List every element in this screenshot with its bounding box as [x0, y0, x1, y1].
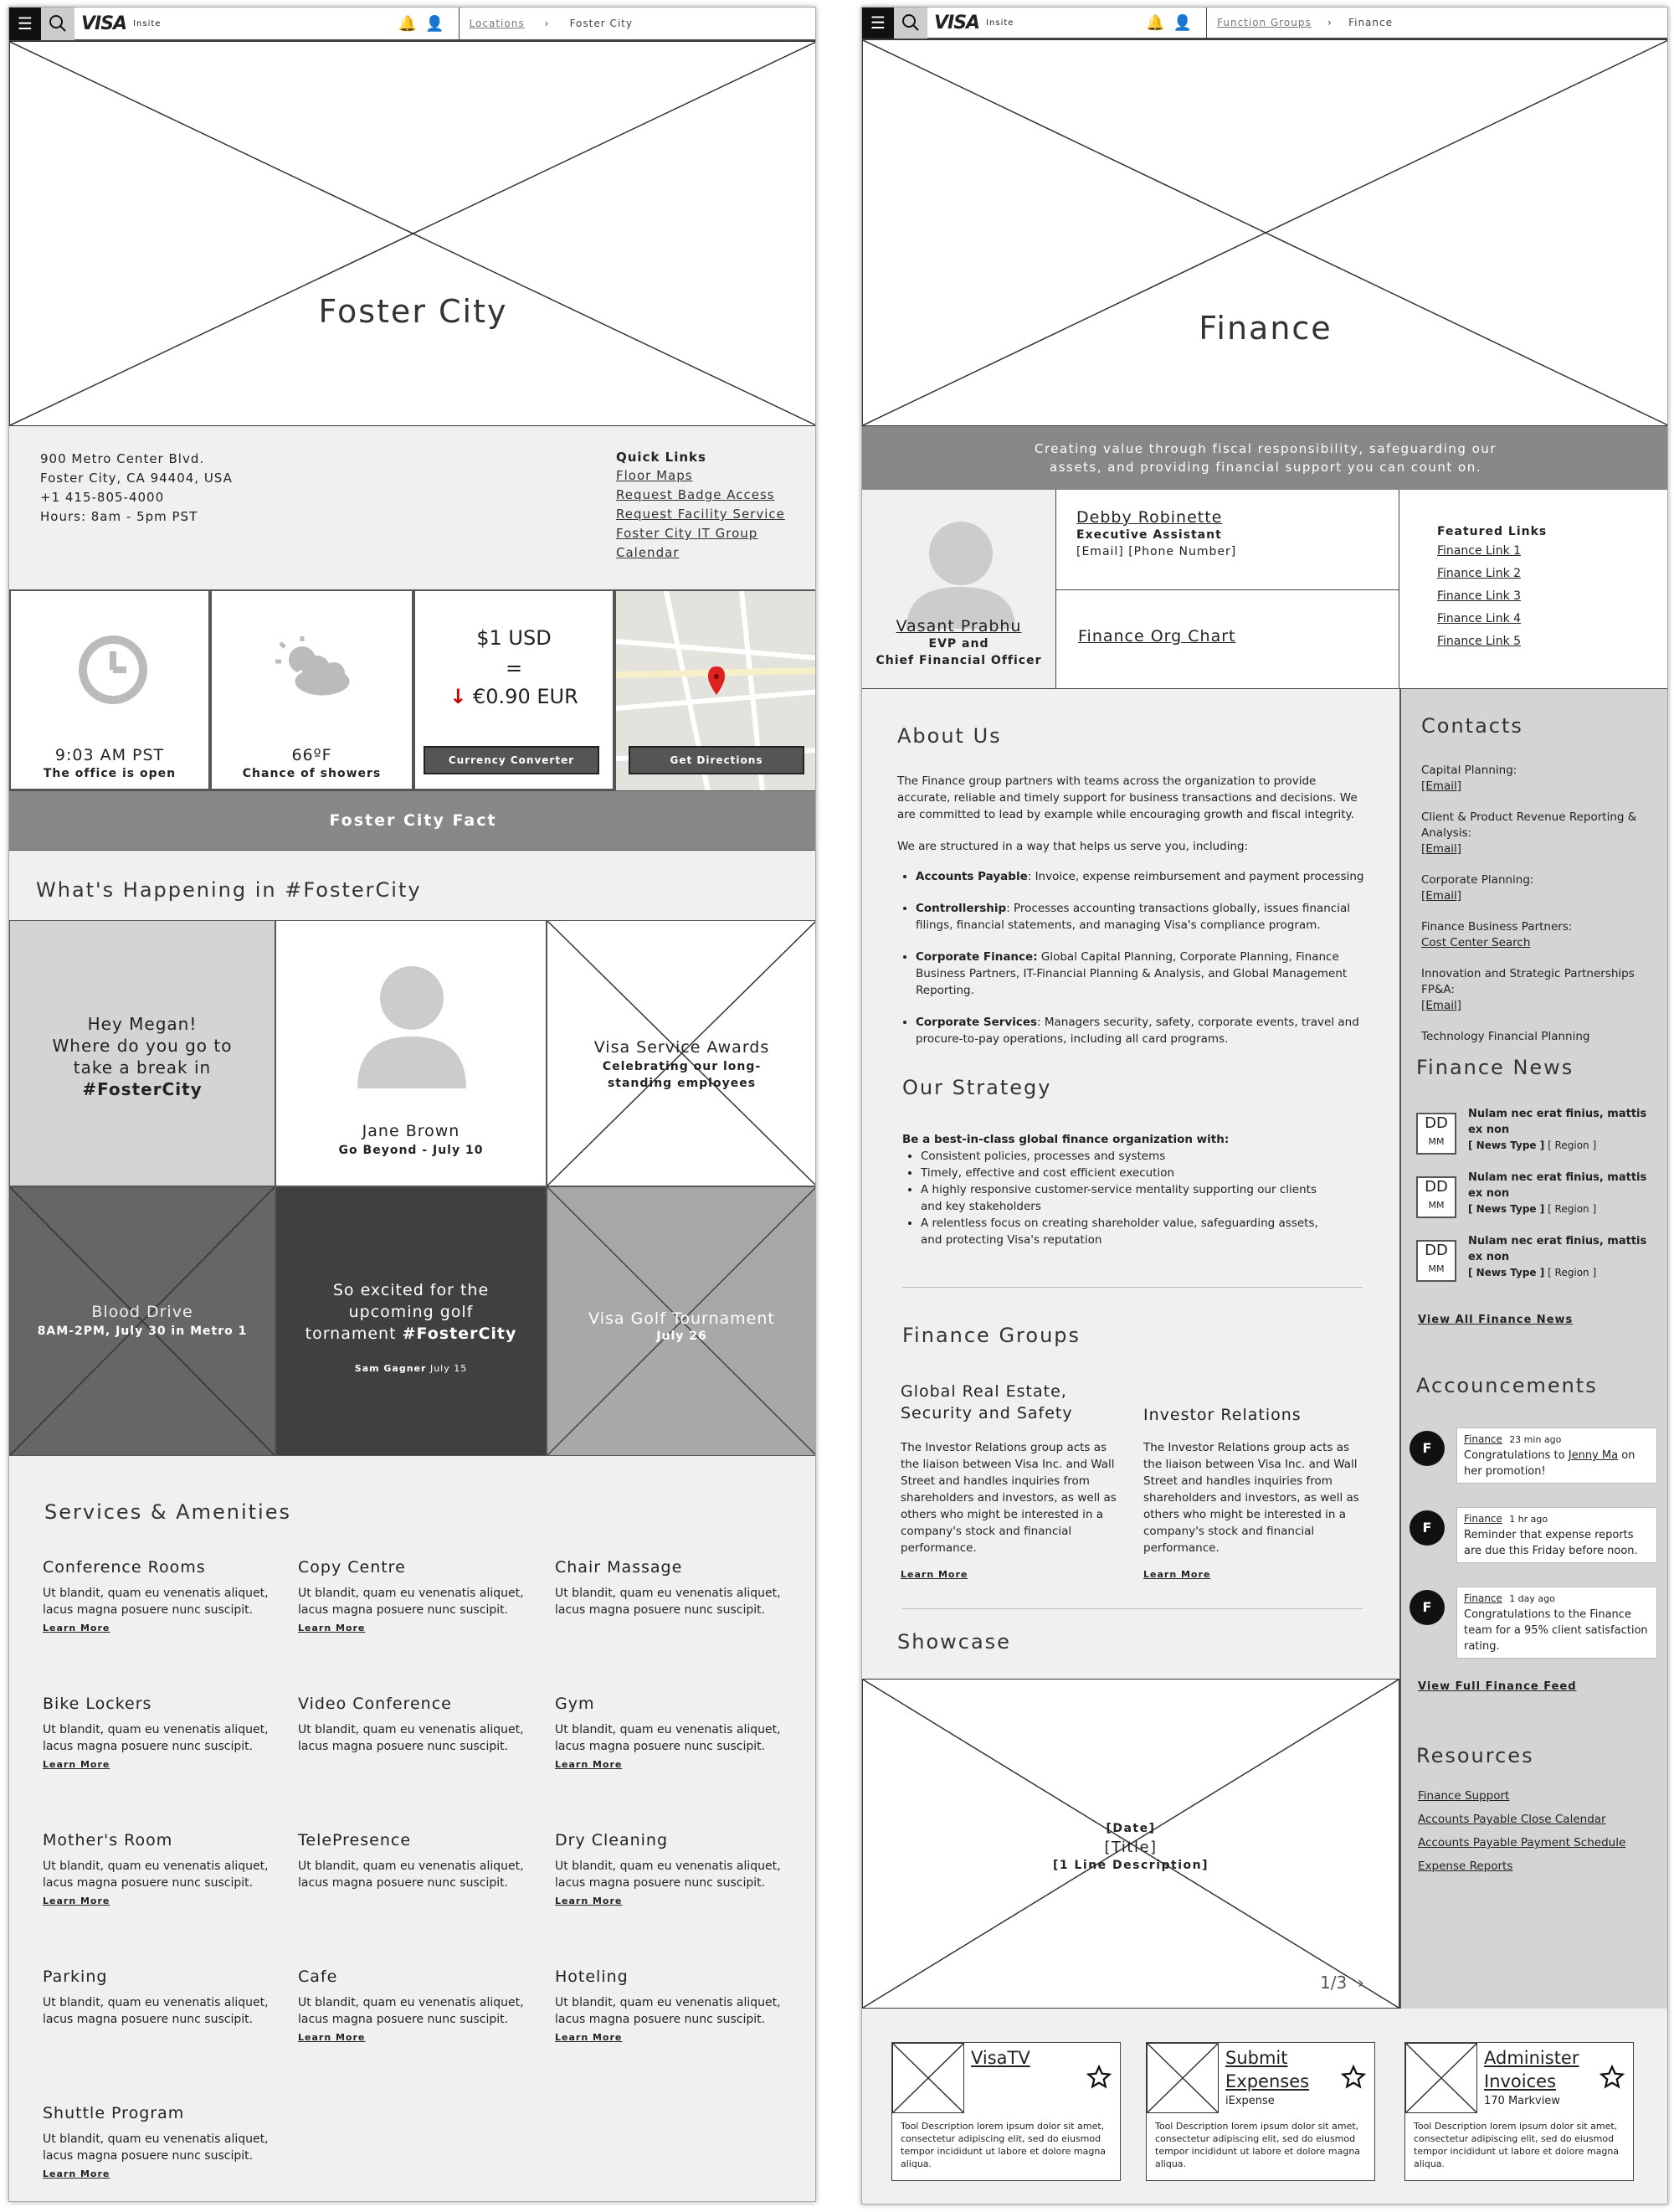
strategy-item: • Timely, effective and cost efficient execution [921, 1165, 1338, 1181]
weather-forecast: Chance of showers [242, 767, 382, 780]
breadcrumb-separator: › [544, 18, 550, 29]
blood-drive-tile[interactable] [9, 1186, 275, 1456]
tool-thumbnail [1405, 2043, 1477, 2113]
weather-tile [210, 589, 413, 790]
org-chart-card[interactable] [1056, 590, 1399, 689]
about-bullet: • Corporate Services: Managers security, safety, corporate events, travel and procure-to-pay operations, including all card programs. [916, 1014, 1366, 1047]
service-name: Video Conference [298, 1695, 452, 1713]
news-region: [ Region ] [1548, 1139, 1597, 1151]
contact-link[interactable]: Cost Center Search [1421, 936, 1531, 949]
service-description: Ut blandit, quam eu venenatis aliquet, lacus magna posuere nunc suscipit. [43, 1860, 269, 1890]
group-name: Global Real Estate, Security and Safety [901, 1382, 1073, 1422]
service-name: Shuttle Program [43, 2104, 185, 2122]
contact-link[interactable]: [Email] [1421, 889, 1461, 903]
featured-link[interactable]: Finance Link 5 [1437, 635, 1522, 648]
hero-title: Finance [1199, 310, 1333, 347]
menu-icon[interactable]: ☰ [9, 7, 41, 40]
learn-more-link[interactable]: Learn More [43, 1623, 110, 1633]
breadcrumb [1217, 17, 1393, 28]
tool-card[interactable] [1404, 2042, 1634, 2181]
assistant-contact: [Email] [Phone Number] [1076, 545, 1237, 558]
featured-links [1399, 490, 1668, 689]
news-type: [ News Type ] [1468, 1203, 1545, 1215]
breadcrumb-function-groups[interactable]: Function Groups [1217, 17, 1312, 28]
service-name: Gym [555, 1695, 595, 1713]
hero-title: Foster City [318, 293, 508, 330]
quick-link-badge-access[interactable]: Request Badge Access [616, 487, 775, 502]
announcement-card [1456, 1428, 1657, 1484]
learn-more-link[interactable]: Learn More [43, 1759, 110, 1770]
hashtag: #FosterCity [82, 1079, 203, 1099]
leader-title: EVP and [928, 637, 989, 651]
featured-link[interactable]: Finance Link 2 [1437, 567, 1522, 580]
featured-links-title: Featured Links [1437, 525, 1548, 538]
resources-list [1418, 1784, 1625, 1878]
showcase-description: [1 Line Description] [1052, 1859, 1209, 1872]
service-description: Ut blandit, quam eu venenatis aliquet, lacus magna posuere nunc suscipit. [43, 1723, 269, 1753]
group-description: The Investor Relations group acts as the liaison between Visa Inc. and Wall Street and handles inquiries from shareholders and investors, as well as others who might be interested in a company's stock and financial performance. [901, 1441, 1117, 1555]
news-item[interactable] [1416, 1170, 1659, 1228]
announcement-source[interactable]: Finance [1464, 1433, 1502, 1445]
insite-label: Insite [986, 18, 1014, 28]
contact-label: Capital Planning: [1421, 764, 1517, 777]
person-icon [902, 520, 1019, 629]
visa-logo[interactable]: VISA [934, 12, 980, 33]
announcements-title: Accouncements [1416, 1374, 1598, 1397]
contact-link[interactable]: [Email] [1421, 779, 1461, 793]
announcement-source[interactable]: Finance [1464, 1592, 1502, 1604]
service-item [43, 1831, 281, 1907]
breadcrumb-separator: › [1327, 17, 1333, 28]
tool-name[interactable]: Administer Invoices [1484, 2048, 1579, 2091]
service-description: Ut blandit, quam eu venenatis aliquet, lacus magna posuere nunc suscipit. [298, 1723, 524, 1753]
service-item [298, 1558, 537, 1634]
service-description: Ut blandit, quam eu venenatis aliquet, lacus magna posuere nunc suscipit. [555, 1723, 781, 1753]
tool-subtitle: iExpense [1225, 2095, 1275, 2107]
post-author: Sam Gagner [354, 1363, 427, 1374]
breadcrumb-current: Finance [1348, 17, 1393, 28]
resource-link[interactable]: Finance Support [1418, 1789, 1510, 1803]
news-headline[interactable]: Nulam nec erat finius, mattis ex non [1468, 1235, 1647, 1263]
group-name: Investor Relations [1143, 1406, 1302, 1424]
tile-title: Blood Drive [91, 1303, 193, 1321]
notification-icon[interactable]: 🔔 [398, 14, 418, 33]
clock-icon [76, 633, 150, 707]
tool-thumbnail [892, 2043, 964, 2113]
showcase-date: [Date] [1106, 1822, 1156, 1835]
profile-tile[interactable] [275, 920, 547, 1186]
learn-more-link[interactable]: Learn More [901, 1569, 968, 1580]
service-item [555, 1695, 793, 1771]
news-type: [ News Type ] [1468, 1139, 1545, 1151]
currency-to: €0.90 EUR [473, 685, 578, 708]
strategy-item: • A highly responsive customer-service mentality supporting our clients and key stakeholders [921, 1181, 1338, 1215]
service-item [298, 1968, 537, 2044]
contact-label: Corporate Planning: [1421, 873, 1534, 887]
tile-subtitle: 8AM-2PM, July 30 in Metro 1 [37, 1325, 248, 1338]
service-name: Copy Centre [298, 1558, 406, 1577]
contact-label: Client & Product Revenue Reporting & Analysis: [1421, 810, 1637, 840]
tool-card[interactable] [1146, 2042, 1375, 2181]
featured-link[interactable]: Finance Link 3 [1437, 589, 1522, 603]
quick-link-floor-maps[interactable]: Floor Maps [616, 468, 693, 483]
learn-more-link[interactable]: Learn More [1143, 1569, 1211, 1580]
leader-card [862, 490, 1056, 689]
office-status: The office is open [43, 767, 177, 780]
location-address [40, 450, 233, 527]
search-icon[interactable] [41, 7, 74, 40]
tool-name[interactable]: VisaTV [971, 2048, 1030, 2068]
golf-tournament-tile[interactable] [547, 1186, 816, 1456]
service-item [43, 1558, 281, 1634]
post-text: Hey Megan! [87, 1014, 198, 1034]
about-bullet: • Accounts Payable: Invoice, expense reimbursement and payment processing [916, 868, 1366, 885]
groups-title: Finance Groups [902, 1324, 1081, 1347]
quick-links-title: Quick Links [616, 450, 706, 465]
strategy-lead: Be a best-in-class global finance organization with: [902, 1133, 1230, 1146]
breadcrumb-locations[interactable]: Locations [469, 18, 525, 29]
showcase-carousel[interactable] [862, 1679, 1399, 2009]
tool-description: Tool Description lorem ipsum dolor sit amet, consectetur adipiscing elit, sed do eiusmod tempor incididunt ut labore et dolore magna aliqua. [901, 2121, 1107, 2169]
whats-happening-title: What's Happening in #FosterCity [36, 878, 422, 902]
service-description: Ut blandit, quam eu venenatis aliquet, lacus magna posuere nunc suscipit. [298, 1860, 524, 1890]
phone-number: +1 415-805-4000 [40, 490, 165, 505]
about-paragraph: We are structured in a way that helps us serve you, including: [897, 840, 1249, 853]
contact-link[interactable]: [Email] [1421, 999, 1461, 1012]
time-tile [9, 589, 210, 790]
service-item [43, 1695, 281, 1771]
address-line: 900 Metro Center Blvd. [40, 451, 205, 466]
news-type: [ News Type ] [1468, 1267, 1545, 1278]
service-description: Ut blandit, quam eu venenatis aliquet, lacus magna posuere nunc suscipit. [555, 1860, 781, 1890]
announcement-source[interactable]: Finance [1464, 1513, 1502, 1525]
news-region: [ Region ] [1548, 1267, 1597, 1278]
service-item [43, 1968, 281, 2028]
announcement-text: Congratulations to the Finance team for a 95% client satisfaction rating. [1464, 1608, 1648, 1653]
service-item [555, 1968, 793, 2044]
about-body [897, 773, 1366, 1049]
post-date: July 15 [429, 1363, 468, 1374]
resource-link[interactable]: Accounts Payable Close Calendar [1418, 1813, 1606, 1826]
person-icon [353, 963, 470, 1088]
service-description: Ut blandit, quam eu venenatis aliquet, lacus magna posuere nunc suscipit. [555, 1587, 781, 1617]
finance-news-title: Finance News [1416, 1056, 1574, 1079]
resource-link[interactable]: Expense Reports [1418, 1860, 1513, 1873]
insite-label: Insite [133, 18, 162, 28]
hero-image [862, 39, 1668, 426]
service-name: Hoteling [555, 1968, 629, 1986]
service-item [43, 2104, 281, 2180]
post-text: tornament [305, 1325, 397, 1343]
strategy-body [902, 1131, 1338, 1248]
learn-more-link[interactable]: Learn More [298, 2032, 366, 2043]
announcement-time: 1 hr ago [1509, 1514, 1548, 1525]
contact-label: Technology Financial Planning [1421, 1030, 1590, 1043]
service-name: Cafe [298, 1968, 338, 1986]
news-date-badge: DD MM [1416, 1240, 1456, 1282]
top-nav [9, 8, 816, 41]
tool-name[interactable]: Submit Expenses [1225, 2048, 1310, 2091]
service-item [298, 1831, 537, 1891]
news-date-badge: DD MM [1416, 1176, 1456, 1218]
temperature: 66ºF [291, 746, 332, 764]
leader-name[interactable]: Vasant Prabhu [896, 617, 1022, 635]
golf-post-tile[interactable] [275, 1186, 547, 1456]
service-name: Conference Rooms [43, 1558, 206, 1577]
news-region: [ Region ] [1548, 1203, 1597, 1215]
star-icon[interactable] [1086, 2065, 1112, 2090]
tool-card[interactable] [891, 2042, 1121, 2181]
strategy-item: • A relentless focus on creating shareholder value, safeguarding assets, and protecting Visa's reputation [921, 1215, 1338, 1248]
contacts-title: Contacts [1421, 714, 1523, 738]
tile-subtitle: July 26 [656, 1330, 707, 1343]
currency-equals: = [505, 656, 523, 680]
get-directions-button[interactable]: Get Directions [629, 746, 804, 774]
learn-more-link[interactable]: Learn More [43, 1896, 110, 1906]
search-icon[interactable] [894, 7, 927, 39]
resource-link[interactable]: Accounts Payable Payment Schedule [1418, 1836, 1626, 1849]
leader-title: Chief Financial Officer [876, 654, 1042, 667]
service-description: Ut blandit, quam eu venenatis aliquet, lacus magna posuere nunc suscipit. [43, 2132, 269, 2163]
quick-link-facility-service[interactable]: Request Facility Service [616, 507, 785, 522]
avatar: F [1410, 1590, 1445, 1625]
tile-subtitle: standing employees [607, 1077, 757, 1090]
service-name: Bike Lockers [43, 1695, 152, 1713]
service-item [298, 1695, 537, 1755]
services-title: Services & Amenities [44, 1500, 291, 1524]
assistant-name[interactable]: Debby Robinette [1076, 508, 1223, 527]
news-headline[interactable]: Nulam nec erat finius, mattis ex non [1468, 1171, 1647, 1200]
featured-link[interactable]: Finance Link 1 [1437, 544, 1522, 558]
service-name: Mother's Room [43, 1831, 173, 1849]
service-description: Ut blandit, quam eu venenatis aliquet, lacus magna posuere nunc suscipit. [43, 1587, 269, 1617]
divider [902, 1287, 1363, 1288]
about-title: About Us [897, 724, 1002, 748]
news-headline[interactable]: Nulam nec erat finius, mattis ex non [1468, 1108, 1647, 1136]
map-tile[interactable] [614, 589, 816, 790]
contact-label: Innovation and Strategic Partnerships FP&A: [1421, 967, 1635, 996]
view-all-news-link[interactable]: View All Finance News [1418, 1314, 1574, 1326]
star-icon[interactable] [1341, 2065, 1366, 2090]
tile-title: Visa Service Awards [593, 1038, 770, 1057]
group-description: The Investor Relations group acts as the liaison between Visa Inc. and Wall Street and handles inquiries from shareholders and investors, as well as others who might be interested in a company's stock and financial performance. [1143, 1441, 1359, 1555]
tool-thumbnail [1147, 2043, 1219, 2113]
about-bullet: • Controllership: Processes accounting transactions globally, issues financial filings, financial statements, and managing Visa's compliance program. [916, 900, 1366, 934]
news-item[interactable] [1416, 1233, 1659, 1292]
learn-more-link[interactable]: Learn More [555, 1896, 623, 1906]
tile-subtitle: Celebrating our long- [602, 1060, 762, 1073]
service-name: TelePresence [298, 1831, 412, 1849]
profile-icon[interactable]: 👤 [425, 14, 444, 33]
currency-converter-button[interactable]: Currency Converter [424, 746, 599, 774]
news-date-badge: DD MM [1416, 1113, 1456, 1155]
weather-icon [270, 635, 357, 702]
foster-city-fact-bar[interactable]: Foster City Fact [9, 790, 816, 851]
announcement-card [1456, 1507, 1657, 1563]
top-nav [862, 8, 1668, 39]
about-paragraph: The Finance group partners with teams across the organization to provide accurate, reliable and timely support for business transactions and decisions. We are committed to lead by example while encouraging growth and fiscal integrity. [897, 774, 1358, 821]
learn-more-link[interactable]: Learn More [43, 2168, 110, 2179]
service-awards-tile[interactable] [547, 920, 816, 1186]
visa-logo[interactable]: VISA [81, 13, 127, 34]
strategy-title: Our Strategy [902, 1076, 1052, 1099]
tool-description: Tool Description lorem ipsum dolor sit amet, consectetur adipiscing elit, sed do eiusmod tempor incididunt ut labore et dolore magna aliqua. [1414, 2121, 1620, 2169]
tile-title: Visa Golf Tournament [588, 1309, 775, 1328]
view-full-feed-link[interactable]: View Full Finance Feed [1418, 1680, 1577, 1693]
office-hours: Hours: 8am - 5pm PST [40, 509, 198, 524]
foster-city-page [8, 7, 816, 2202]
post-text: So excited for the [332, 1281, 490, 1299]
announcement-card [1456, 1587, 1657, 1659]
divider [902, 1608, 1363, 1609]
announcement-text: Congratulations to [1464, 1449, 1569, 1462]
next-icon[interactable]: › [1357, 1973, 1364, 1993]
hero-image [9, 41, 816, 426]
announcement-time: 23 min ago [1509, 1434, 1562, 1445]
profile-name: Jane Brown [362, 1122, 460, 1140]
contact-label: Finance Business Partners: [1421, 920, 1573, 934]
service-name: Parking [43, 1968, 108, 1986]
featured-link[interactable]: Finance Link 4 [1437, 612, 1522, 625]
current-time: 9:03 AM PST [54, 746, 165, 764]
about-bullet: • Corporate Finance: Global Capital Planning, Corporate Planning, Finance Business Partners, IT-Financial Planning & Analysis, and Global Management Reporting. [916, 949, 1366, 999]
announcement-time: 1 day ago [1509, 1593, 1555, 1604]
notification-icon[interactable]: 🔔 [1146, 13, 1165, 32]
tool-subtitle: 170 Markview [1484, 2095, 1560, 2107]
post-text: Where do you go to [52, 1036, 233, 1056]
strategy-item: • Consistent policies, processes and systems [921, 1148, 1338, 1165]
quick-link-calendar[interactable]: Calendar [616, 545, 680, 560]
hashtag: #FosterCity [402, 1325, 517, 1343]
avatar: F [1410, 1431, 1445, 1466]
post-text: upcoming golf [348, 1303, 474, 1321]
contacts-list [1421, 751, 1656, 1052]
learn-more-link[interactable]: Learn More [555, 2032, 623, 2043]
tool-description: Tool Description lorem ipsum dolor sit amet, consectetur adipiscing elit, sed do eiusmod tempor incididunt ut labore et dolore magna aliqua. [1155, 2121, 1361, 2169]
service-name: Chair Massage [555, 1558, 683, 1577]
learn-more-link[interactable]: Learn More [555, 1759, 623, 1770]
currency-tile [413, 589, 614, 790]
service-item [555, 1831, 793, 1907]
announcement-text: Reminder that expense reports are due this Friday before noon. [1464, 1529, 1638, 1557]
avatar: F [1410, 1510, 1445, 1546]
star-icon[interactable] [1600, 2065, 1625, 2090]
address-line: Foster City, CA 94404, USA [40, 471, 233, 486]
announcement-text: on her promotion! [1464, 1449, 1635, 1478]
menu-icon[interactable]: ☰ [862, 7, 894, 39]
service-item [555, 1558, 793, 1618]
carousel-pager: 1/3 › [1320, 1973, 1364, 1993]
quick-link-it-group[interactable]: Foster City IT Group [616, 526, 758, 541]
contact-link[interactable]: [Email] [1421, 842, 1461, 856]
announcement-link[interactable]: Jenny Ma [1568, 1449, 1619, 1462]
learn-more-link[interactable]: Learn More [298, 1623, 366, 1633]
down-arrow-icon: ↓ [449, 685, 467, 708]
assistant-card [1056, 490, 1399, 590]
service-description: Ut blandit, quam eu venenatis aliquet, lacus magna posuere nunc suscipit. [43, 1996, 269, 2026]
org-chart-link[interactable]: Finance Org Chart [1078, 627, 1236, 646]
news-item[interactable] [1416, 1106, 1659, 1165]
finance-page [861, 7, 1668, 2204]
service-description: Ut blandit, quam eu venenatis aliquet, lacus magna posuere nunc suscipit. [298, 1587, 524, 1617]
breadcrumb-current: Foster City [569, 18, 633, 29]
post-text: take a break in [73, 1057, 212, 1078]
service-name: Dry Cleaning [555, 1831, 669, 1849]
showcase-title: Showcase [897, 1630, 1011, 1654]
service-description: Ut blandit, quam eu venenatis aliquet, lacus magna posuere nunc suscipit. [298, 1996, 524, 2026]
tagline-banner: Creating value through fiscal responsibility, safeguarding our assets, and providing financial support you can count on. [862, 426, 1668, 490]
resources-title: Resources [1416, 1744, 1534, 1767]
breadcrumb [470, 18, 633, 29]
social-post-tile[interactable] [9, 920, 275, 1186]
profile-icon[interactable]: 👤 [1173, 13, 1193, 32]
service-description: Ut blandit, quam eu venenatis aliquet, lacus magna posuere nunc suscipit. [555, 1996, 781, 2026]
assistant-role: Executive Assistant [1076, 528, 1222, 542]
quick-links [616, 450, 785, 563]
currency-from: $1 USD [476, 626, 552, 650]
showcase-title-placeholder: [Title] [1104, 1839, 1158, 1856]
profile-subtitle: Go Beyond - July 10 [338, 1144, 484, 1157]
